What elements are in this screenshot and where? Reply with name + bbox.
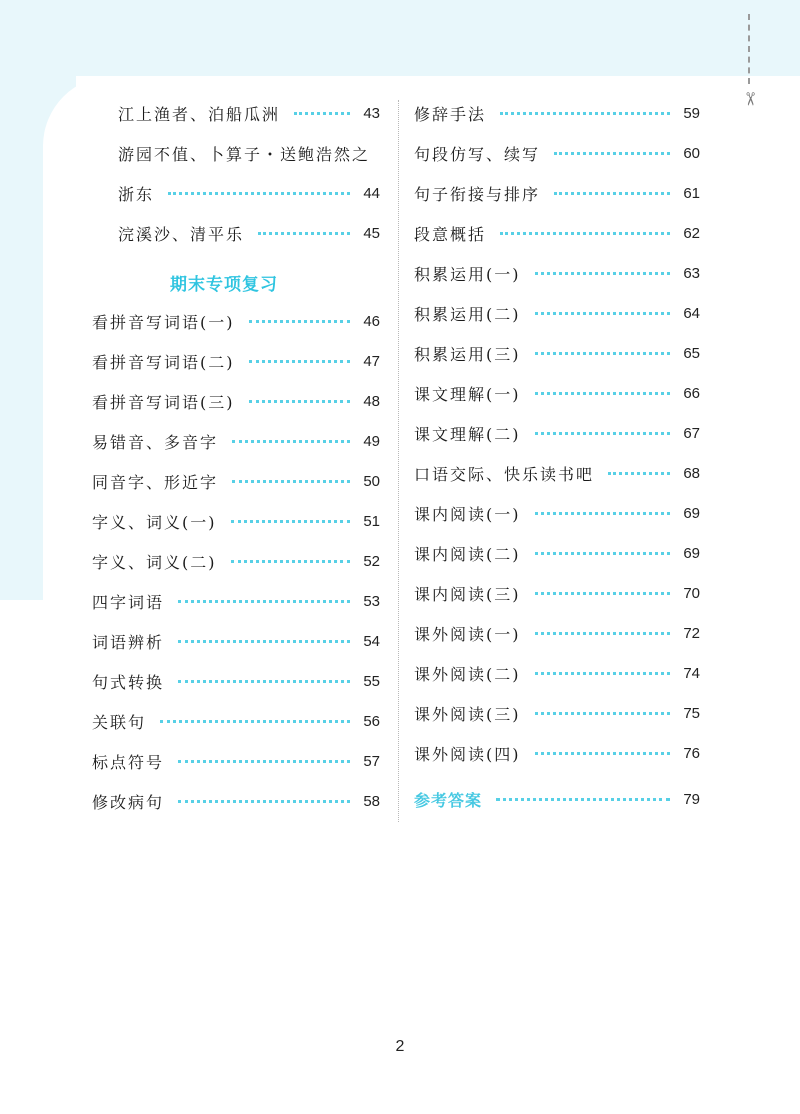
leader-dots — [535, 272, 671, 275]
toc-entry[interactable] — [92, 786, 380, 816]
column-divider — [398, 100, 399, 822]
leader-dots — [554, 192, 670, 195]
leader-dots — [535, 312, 671, 315]
toc-entry[interactable] — [92, 346, 380, 376]
toc-entry-title: 易错音、多音字 — [92, 432, 219, 452]
toc-entry-title: 修辞手法 — [414, 104, 487, 124]
toc-entry-page: 54 — [363, 632, 380, 650]
toc-entry-page: 57 — [363, 752, 380, 770]
toc-entry-title: 课外阅读(二) — [414, 664, 521, 684]
toc-entry-title: 看拼音写词语(一) — [92, 312, 235, 332]
leader-dots — [232, 480, 350, 483]
toc-entry-page: 45 — [363, 224, 380, 242]
toc-entry-title: 同音字、形近字 — [92, 472, 219, 492]
leader-dots — [178, 800, 350, 803]
toc-entry-page: 79 — [683, 790, 700, 808]
toc-entry[interactable] — [92, 586, 380, 616]
leader-dots — [608, 472, 670, 475]
toc-entry[interactable] — [92, 426, 380, 456]
toc-entry[interactable] — [414, 538, 700, 568]
toc-entry-page: 60 — [683, 144, 700, 162]
toc-entry[interactable] — [414, 418, 700, 448]
leader-dots — [535, 632, 671, 635]
toc-entry-page: 66 — [683, 384, 700, 402]
leader-dots — [535, 432, 671, 435]
toc-entry-title: 句段仿写、续写 — [414, 144, 541, 164]
toc-entry-page: 68 — [683, 464, 700, 482]
toc-entry[interactable] — [118, 218, 380, 248]
toc-entry-page: 65 — [683, 344, 700, 362]
toc-entry-title: 词语辨析 — [92, 632, 165, 652]
leader-dots — [535, 392, 671, 395]
toc-entry[interactable] — [414, 458, 700, 488]
toc-entry-title: 浣溪沙、清平乐 — [118, 224, 245, 244]
page-number: 2 — [395, 1038, 405, 1055]
toc-entry-page: 59 — [683, 104, 700, 122]
toc-entry-title: 课内阅读(一) — [414, 504, 521, 524]
toc-entry[interactable] — [414, 618, 700, 648]
toc-entry-page: 49 — [363, 432, 380, 450]
toc-entry-page: 53 — [363, 592, 380, 610]
toc-entry[interactable] — [414, 578, 700, 608]
leader-dots — [178, 640, 350, 643]
toc-entry-title: 江上渔者、泊船瓜洲 — [118, 104, 281, 124]
leader-dots — [535, 512, 671, 515]
toc-entry-title: 课内阅读(二) — [414, 544, 521, 564]
toc-entry-title: 看拼音写词语(二) — [92, 352, 235, 372]
toc-entry[interactable] — [118, 178, 380, 208]
toc-entry[interactable] — [92, 746, 380, 776]
leader-dots — [231, 520, 351, 523]
toc-entry-title: 标点符号 — [92, 752, 165, 772]
toc-entry[interactable] — [414, 98, 700, 128]
toc-entry[interactable] — [92, 506, 380, 536]
toc-entry-title: 课外阅读(四) — [414, 744, 521, 764]
toc-entry[interactable] — [118, 98, 380, 128]
toc-entry-title: 字义、词义(二) — [92, 552, 217, 572]
toc-entry-page: 55 — [363, 672, 380, 690]
leader-dots — [178, 760, 350, 763]
toc-entry-page: 62 — [683, 224, 700, 242]
cut-line — [748, 14, 750, 84]
toc-entry-answers[interactable] — [414, 784, 700, 814]
toc-entry-page: 75 — [683, 704, 700, 722]
toc-entry-page: 58 — [363, 792, 380, 810]
leader-dots — [160, 720, 350, 723]
toc-entry-page: 63 — [683, 264, 700, 282]
leader-dots — [535, 672, 671, 675]
scissors-icon: ✂ — [739, 91, 760, 107]
toc-entry-page: 47 — [363, 352, 380, 370]
toc-entry-title: 修改病句 — [92, 792, 165, 812]
leader-dots — [178, 680, 350, 683]
section-heading: 期末专项复习 — [170, 274, 278, 295]
toc-entry-page: 67 — [683, 424, 700, 442]
leader-dots — [249, 320, 351, 323]
leader-dots — [500, 232, 670, 235]
toc-entry-page: 51 — [363, 512, 380, 530]
toc-entry-title: 课外阅读(三) — [414, 704, 521, 724]
toc-entry-page: 64 — [683, 304, 700, 322]
toc-entry-title: 四字词语 — [92, 592, 165, 612]
leader-dots — [249, 400, 351, 403]
toc-entry-page: 76 — [683, 744, 700, 762]
toc-entry[interactable] — [414, 138, 700, 168]
toc-entry-title: 积累运用(二) — [414, 304, 521, 324]
toc-entry-title: 口语交际、快乐读书吧 — [414, 464, 595, 484]
toc-entry-title: 课文理解(二) — [414, 424, 521, 444]
background-band-top — [0, 0, 800, 76]
toc-entry-title: 课外阅读(一) — [414, 624, 521, 644]
leader-dots — [496, 798, 670, 801]
toc-entry[interactable] — [414, 378, 700, 408]
toc-entry-page: 70 — [683, 584, 700, 602]
toc-entry[interactable] — [414, 178, 700, 208]
toc-entry-title: 游园不值、卜算子・送鲍浩然之 — [118, 144, 371, 164]
toc-entry-title: 浙东 — [118, 184, 155, 204]
toc-entry-title: 积累运用(三) — [414, 344, 521, 364]
toc-entry-title: 课内阅读(三) — [414, 584, 521, 604]
toc-entry-title: 句子衔接与排序 — [414, 184, 541, 204]
toc-entry[interactable] — [92, 466, 380, 496]
toc-entry-title: 课文理解(一) — [414, 384, 521, 404]
leader-dots — [249, 360, 351, 363]
toc-entry-title: 句式转换 — [92, 672, 165, 692]
toc-entry-page: 69 — [683, 504, 700, 522]
toc-entry[interactable] — [414, 338, 700, 368]
toc-entry-page: 72 — [683, 624, 700, 642]
toc-entry-title: 段意概括 — [414, 224, 487, 244]
leader-dots — [535, 712, 671, 715]
leader-dots — [168, 192, 350, 195]
toc-entry-title: 关联句 — [92, 712, 147, 732]
toc-entry-page: 50 — [363, 472, 380, 490]
leader-dots — [535, 552, 671, 555]
toc-entry-title: 字义、词义(一) — [92, 512, 217, 532]
toc-entry[interactable] — [92, 666, 380, 696]
leader-dots — [535, 752, 671, 755]
answers-heading: 参考答案 — [414, 790, 483, 810]
leader-dots — [178, 600, 350, 603]
toc-entry[interactable] — [414, 298, 700, 328]
toc-entry[interactable] — [414, 258, 700, 288]
toc-entry-page: 43 — [363, 104, 380, 122]
toc-entry[interactable] — [92, 306, 380, 336]
toc-entry[interactable] — [92, 546, 380, 576]
toc-entry[interactable] — [414, 698, 700, 728]
toc-entry[interactable] — [414, 498, 700, 528]
toc-entry-page: 74 — [683, 664, 700, 682]
toc-entry-page: 61 — [683, 184, 700, 202]
leader-dots — [554, 152, 670, 155]
leader-dots — [535, 352, 671, 355]
toc-entry-page: 56 — [363, 712, 380, 730]
toc-entry-page: 69 — [683, 544, 700, 562]
toc-entry-page: 46 — [363, 312, 380, 330]
toc-entry[interactable] — [414, 738, 700, 768]
leader-dots — [294, 112, 350, 115]
leader-dots — [500, 112, 670, 115]
toc-entry[interactable] — [92, 386, 380, 416]
toc-entry-title: 积累运用(一) — [414, 264, 521, 284]
toc-entry-page: 44 — [363, 184, 380, 202]
toc-entry[interactable] — [92, 626, 380, 656]
toc-entry-page: 48 — [363, 392, 380, 410]
toc-entry-title: 看拼音写词语(三) — [92, 392, 235, 412]
toc-entry[interactable] — [414, 658, 700, 688]
leader-dots — [535, 592, 671, 595]
leader-dots — [258, 232, 350, 235]
leader-dots — [232, 440, 350, 443]
toc-entry[interactable] — [414, 218, 700, 248]
leader-dots — [231, 560, 351, 563]
toc-entry-page: 52 — [363, 552, 380, 570]
toc-entry-title-line1[interactable] — [118, 138, 388, 168]
toc-entry[interactable] — [92, 706, 380, 736]
